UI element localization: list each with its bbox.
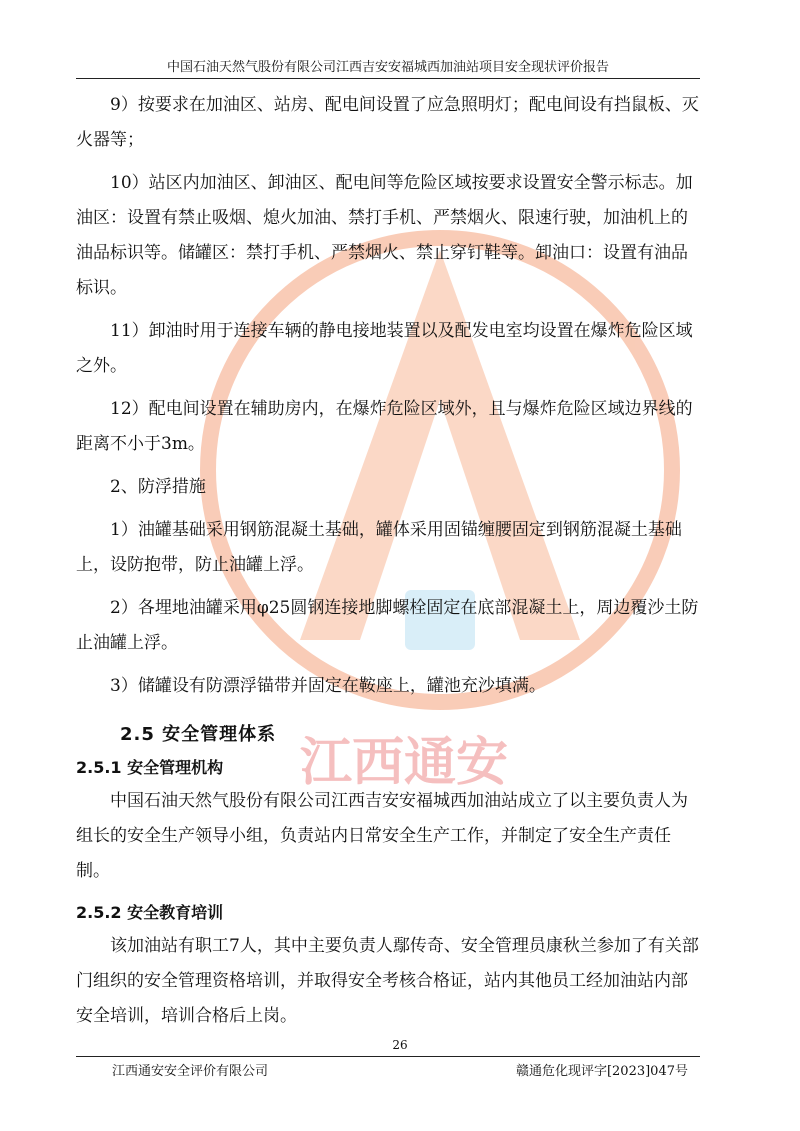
footer-company: 江西通安安全评价有限公司 xyxy=(112,1064,269,1079)
paragraph-tank-foundation: 1）油罐基础采用钢筋混凝土基础，罐体采用固锚缠腰固定到钢筋混凝土基础上，设防抱带，防止油罐上浮。 xyxy=(76,520,682,575)
watermark-label: 江西通安 xyxy=(299,733,509,793)
paragraph-emergency-lighting: 9）按要求在加油区、站房、配电间设置了应急照明灯；配电间设有挡鼠板、灭火器等； xyxy=(76,95,699,150)
page-header: 中国石油天然气股份有限公司江西吉安安福城西加油站项目安全现状评价报告 xyxy=(166,60,609,75)
header-rule xyxy=(76,78,700,79)
paragraph-static-grounding: 11）卸油时用于连接车辆的静电接地装置以及配发电室均设置在爆炸危险区域之外。 xyxy=(76,321,693,376)
paragraph-anchor-straps: 3）储罐设有防漂浮锚带并固定在鞍座上，罐池充沙填满。 xyxy=(110,676,546,696)
paragraph-safety-training: 该加油站有职工7人，其中主要负责人鄢传奇、安全管理员康秋兰参加了有关部门组织的安全管理资格培训，并取得安全考核合格证，站内其他员工经加油站内部安全培训，培训合格后上岗。 xyxy=(76,936,699,1026)
paragraph-distribution-room: 12）配电间设置在辅助房内，在爆炸危险区域外，且与爆炸危险区域边界线的距离不小于3m。 xyxy=(76,399,693,454)
section-heading-2-5-1: 2.5.1 安全管理机构 xyxy=(76,758,224,777)
footer-report-number: 赣通危化现评字[2023]047号 xyxy=(515,1064,688,1079)
paragraph-safety-organization: 中国石油天然气股份有限公司江西吉安安福城西加油站成立了以主要负责人为组长的安全生产领导小组，负责站内日常安全生产工作，并制定了安全生产责任制。 xyxy=(76,791,688,881)
paragraph-warning-signs: 10）站区内加油区、卸油区、配电间等危险区域按要求设置安全警示标志。加油区：设置有禁止吸烟、熄火加油、禁打手机、严禁烟火、限速行驶，加油机上的油品标识等。储罐区：禁打手机、严禁烟火、禁止穿钉鞋等。卸油口：设置有油品标识。 xyxy=(76,173,693,298)
paragraph-anchor-bolts: 2）各埋地油罐采用φ25圆钢连接地脚螺栓固定在底部混凝土上，周边覆沙土防止油罐上浮。 xyxy=(76,598,699,653)
section-heading-2-5: 2.5 安全管理体系 xyxy=(120,724,277,745)
section-heading-2-5-2: 2.5.2 安全教育培训 xyxy=(76,903,224,922)
footer-rule xyxy=(76,1056,700,1057)
page-number: 26 xyxy=(392,1038,408,1052)
subheading-anti-float: 2、防浮措施 xyxy=(110,477,206,497)
page-content xyxy=(76,88,700,1042)
